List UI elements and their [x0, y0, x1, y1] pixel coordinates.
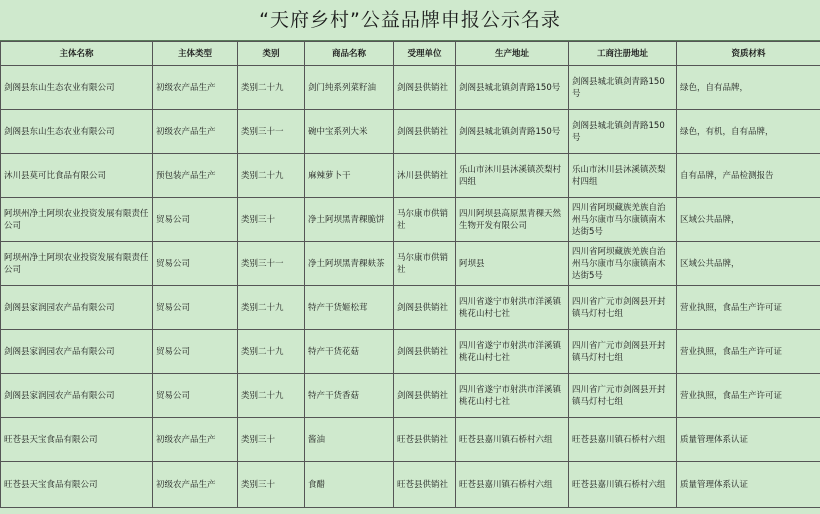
- table-cell[interactable]: 类别二十九: [238, 330, 305, 374]
- sheet-title: “天府乡村”公益品牌申报公示名录: [0, 0, 820, 41]
- table-cell[interactable]: 特产干货姬松茸: [305, 286, 394, 330]
- table-cell[interactable]: 四川省遂宁市射洪市洋溪镇桃花山村七社: [456, 286, 569, 330]
- table-cell[interactable]: 类别三十一: [238, 242, 305, 286]
- table-cell[interactable]: 剑阁县东山生态农业有限公司: [1, 66, 153, 110]
- table-row: [1, 330, 820, 374]
- table-cell[interactable]: 净土阿坝黑青稞麸茶: [305, 242, 394, 286]
- table-row: [1, 110, 820, 154]
- table-cell[interactable]: 营业执照，食品生产许可证: [677, 374, 820, 418]
- table-cell[interactable]: 绿色，自有品牌，: [677, 66, 820, 110]
- table-cell[interactable]: 四川省广元市剑阁县开封镇马灯村七组: [569, 286, 677, 330]
- table-cell[interactable]: 四川省广元市剑阁县开封镇马灯村七组: [569, 330, 677, 374]
- table-cell[interactable]: 旺苍县天宝食品有限公司: [1, 418, 153, 462]
- table-cell[interactable]: 剑阁县家润园农产品有限公司: [1, 374, 153, 418]
- table-cell[interactable]: 四川省遂宁市射洪市洋溪镇桃花山村七社: [456, 374, 569, 418]
- table-cell[interactable]: 旺苍县嘉川镇石桥村六组: [569, 462, 677, 508]
- table-cell[interactable]: 旺苍县供销社: [394, 462, 456, 508]
- table-cell[interactable]: 类别二十九: [238, 286, 305, 330]
- header-cell[interactable]: 类别: [238, 42, 305, 66]
- table-row: [1, 198, 820, 242]
- table-cell[interactable]: 旺苍县供销社: [394, 418, 456, 462]
- table-cell[interactable]: 贸易公司: [153, 330, 238, 374]
- table-cell[interactable]: 剑阁县家润园农产品有限公司: [1, 286, 153, 330]
- table-cell[interactable]: 剑阁县东山生态农业有限公司: [1, 110, 153, 154]
- table-cell[interactable]: 区域公共品牌，: [677, 242, 820, 286]
- table-cell[interactable]: 营业执照，食品生产许可证: [677, 330, 820, 374]
- table-header-row: [1, 42, 820, 66]
- table-cell[interactable]: 初级农产品生产: [153, 110, 238, 154]
- table-cell[interactable]: 类别二十九: [238, 154, 305, 198]
- table-cell[interactable]: 特产干货香菇: [305, 374, 394, 418]
- table-cell[interactable]: 剑阁县供销社: [394, 286, 456, 330]
- header-cell[interactable]: 主体类型: [153, 42, 238, 66]
- table-cell[interactable]: 类别三十: [238, 418, 305, 462]
- table-cell[interactable]: 旺苍县天宝食品有限公司: [1, 462, 153, 508]
- table-cell[interactable]: 碗中宝系列大米: [305, 110, 394, 154]
- table-cell[interactable]: 营业执照，食品生产许可证: [677, 286, 820, 330]
- table-cell[interactable]: 乐山市沐川县沐溪镇茨梨村四组: [456, 154, 569, 198]
- table-cell[interactable]: 类别三十一: [238, 110, 305, 154]
- table-cell[interactable]: 质量管理体系认证: [677, 462, 820, 508]
- table-cell[interactable]: 食醋: [305, 462, 394, 508]
- table-cell[interactable]: 净土阿坝黑青稞脆饼: [305, 198, 394, 242]
- table-cell[interactable]: 酱油: [305, 418, 394, 462]
- table-cell[interactable]: 区域公共品牌，: [677, 198, 820, 242]
- table-row: [1, 374, 820, 418]
- header-cell[interactable]: 商品名称: [305, 42, 394, 66]
- table-cell[interactable]: 类别二十九: [238, 66, 305, 110]
- table-row: [1, 242, 820, 286]
- table-cell[interactable]: 剑阁县城北镇剑青路150号: [456, 110, 569, 154]
- table-cell[interactable]: 旺苍县嘉川镇石桥村六组: [456, 462, 569, 508]
- header-cell[interactable]: 工商注册地址: [569, 42, 677, 66]
- table-cell[interactable]: 类别三十: [238, 198, 305, 242]
- table-cell[interactable]: 绿色，有机，自有品牌，: [677, 110, 820, 154]
- table-cell[interactable]: 初级农产品生产: [153, 462, 238, 508]
- table-cell[interactable]: 贸易公司: [153, 374, 238, 418]
- table-cell[interactable]: 剑阁县家润园农产品有限公司: [1, 330, 153, 374]
- header-cell[interactable]: 资质材料: [677, 42, 820, 66]
- table-cell[interactable]: 初级农产品生产: [153, 66, 238, 110]
- table-cell[interactable]: 贸易公司: [153, 198, 238, 242]
- table-cell[interactable]: 旺苍县嘉川镇石桥村六组: [456, 418, 569, 462]
- table-cell[interactable]: 马尔康市供销社: [394, 198, 456, 242]
- table-cell[interactable]: 剑门纯系列菜籽油: [305, 66, 394, 110]
- table-cell[interactable]: 剑阁县供销社: [394, 374, 456, 418]
- table-cell[interactable]: 预包装产品生产: [153, 154, 238, 198]
- table-cell[interactable]: 类别三十: [238, 462, 305, 508]
- table-cell[interactable]: 初级农产品生产: [153, 418, 238, 462]
- table-cell[interactable]: 麻辣萝卜干: [305, 154, 394, 198]
- table-row: [1, 154, 820, 198]
- table-cell[interactable]: 剑阁县供销社: [394, 330, 456, 374]
- header-cell[interactable]: 主体名称: [1, 42, 153, 66]
- table-cell[interactable]: 四川省遂宁市射洪市洋溪镇桃花山村七社: [456, 330, 569, 374]
- table-cell[interactable]: 特产干货花菇: [305, 330, 394, 374]
- table-cell[interactable]: 质量管理体系认证: [677, 418, 820, 462]
- table-cell[interactable]: 四川省阿坝藏族羌族自治州马尔康市马尔康镇南木达街5号: [569, 242, 677, 286]
- table-cell[interactable]: 剑阁县城北镇剑青路150号: [569, 66, 677, 110]
- table-cell[interactable]: 阿坝县: [456, 242, 569, 286]
- header-cell[interactable]: 生产地址: [456, 42, 569, 66]
- table-cell[interactable]: 贸易公司: [153, 286, 238, 330]
- table-cell[interactable]: 剑阁县城北镇剑青路150号: [569, 110, 677, 154]
- table-cell[interactable]: 乐山市沐川县沐溪镇茨梨村四组: [569, 154, 677, 198]
- table-cell[interactable]: 剑阁县城北镇剑青路150号: [456, 66, 569, 110]
- table-cell[interactable]: 马尔康市供销社: [394, 242, 456, 286]
- table-cell[interactable]: 沐川县莫可比食品有限公司: [1, 154, 153, 198]
- table-cell[interactable]: 四川省广元市剑阁县开封镇马灯村七组: [569, 374, 677, 418]
- table-cell[interactable]: 阿坝州净土阿坝农业投资发展有限责任公司: [1, 242, 153, 286]
- table-row: [1, 66, 820, 110]
- table-row: [1, 462, 820, 508]
- registry-table: [0, 41, 820, 508]
- table-cell[interactable]: 沐川县供销社: [394, 154, 456, 198]
- header-cell[interactable]: 受理单位: [394, 42, 456, 66]
- table-cell[interactable]: 阿坝州净土阿坝农业投资发展有限责任公司: [1, 198, 153, 242]
- table-cell[interactable]: 剑阁县供销社: [394, 110, 456, 154]
- table-cell[interactable]: 四川阿坝县高原黑青稞天然生物开发有限公司: [456, 198, 569, 242]
- table-cell[interactable]: 类别二十九: [238, 374, 305, 418]
- table-cell[interactable]: 旺苍县嘉川镇石桥村六组: [569, 418, 677, 462]
- table-cell[interactable]: 四川省阿坝藏族羌族自治州马尔康市马尔康镇南木达街5号: [569, 198, 677, 242]
- table-row: [1, 418, 820, 462]
- table-cell[interactable]: 贸易公司: [153, 242, 238, 286]
- table-cell[interactable]: 剑阁县供销社: [394, 66, 456, 110]
- table-row: [1, 286, 820, 330]
- table-cell[interactable]: 自有品牌，产品检测报告: [677, 154, 820, 198]
